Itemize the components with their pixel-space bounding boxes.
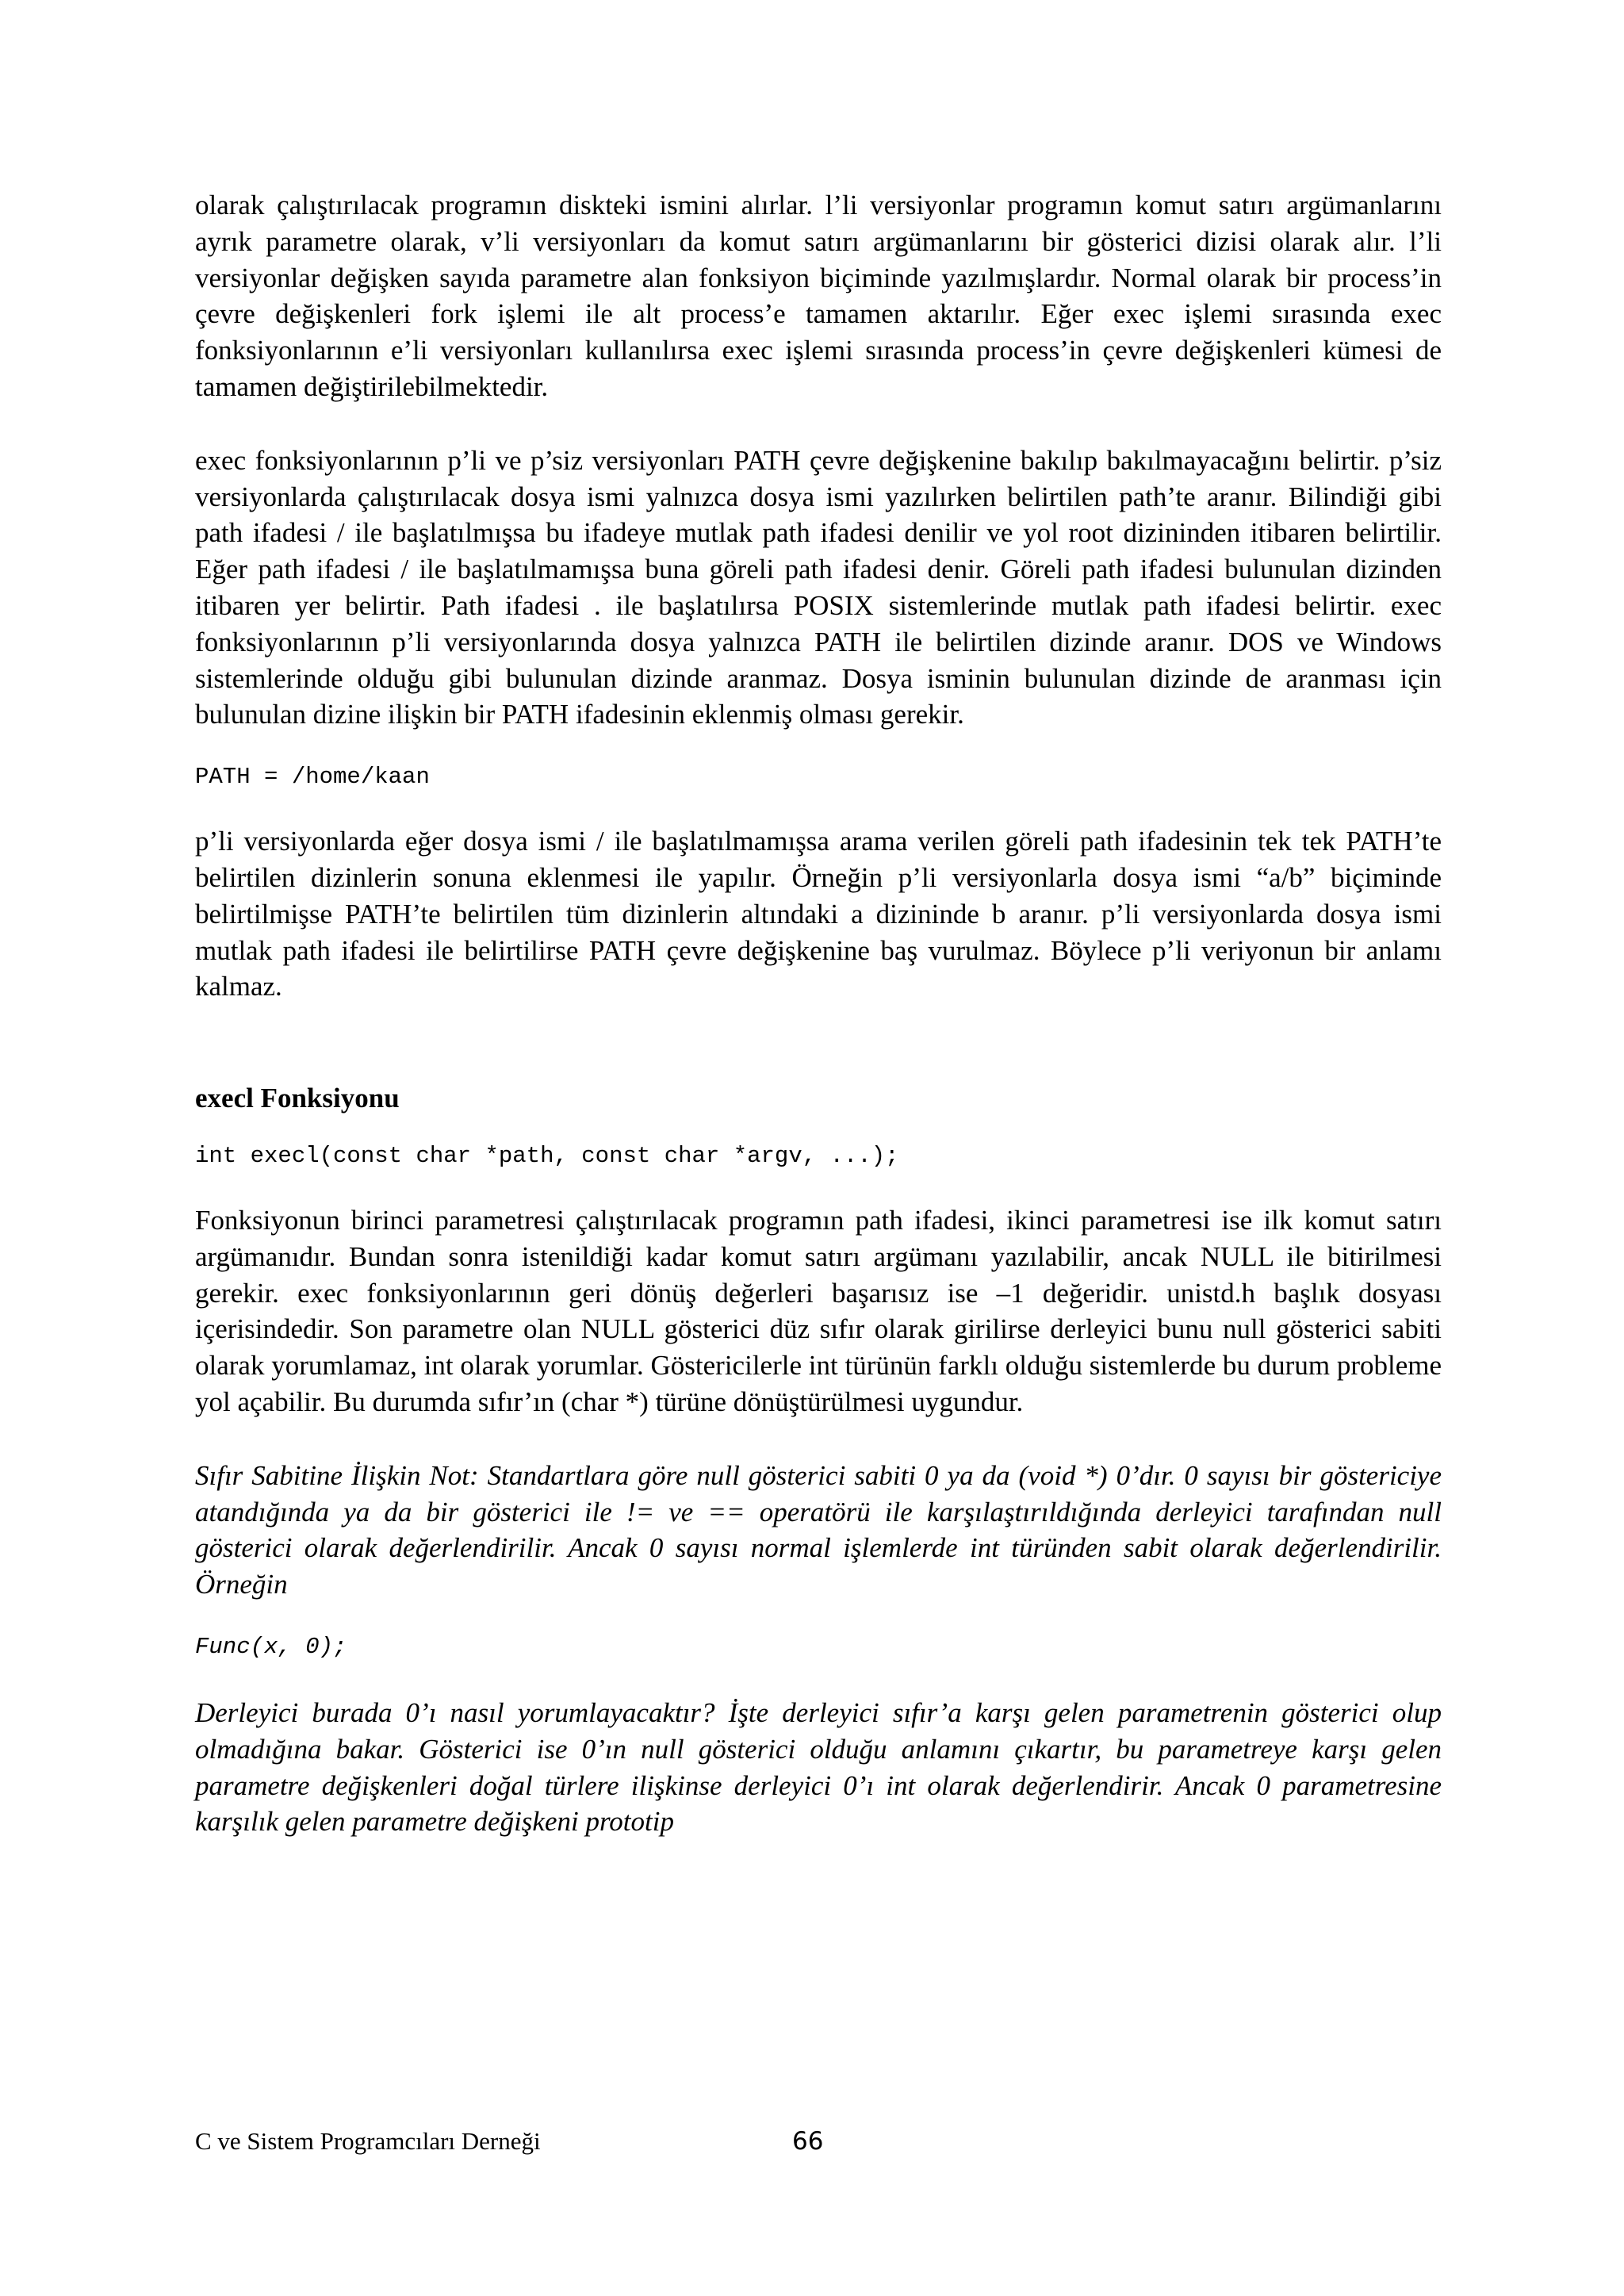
paragraph-execl-description: Fonksiyonun birinci parametresi çalıştırılacak programın path ifadesi, ikinci parametresi ise ilk komut satırı argümanıdır. Bundan sonra istenildiği kadar komut satırı argümanı yazılabilir, ancak NULL ile bitirilmesi gerekir. exec fonksiyonlarının geri dönüş değerleri başarısız ise –1 değeridir. unistd.h başlık dosyası içerisindedir. Son parametre olan NULL gösterici düz sıfır olarak girilirse derleyici bunu null gösterici sabiti olarak yorumlamaz, int olarak yorumlar. Göstericilerle int türünün farklı olduğu sistemlerde bu durum probleme yol açabilir. Bu durumda sıfır’ın (char *) türüne dönüştürülmesi uygundur. bbox=[195, 1204, 1442, 1417]
section-heading: execl Fonksiyonu bbox=[195, 1083, 400, 1114]
paragraph-relative-path: p’li versiyonlarda eğer dosya ismi / ile başlatılmamışsa arama verilen göreli path ifadesinin tek tek PATH’te belirtilen dizinlerin sonuna eklenmesi ile yapılır. Örneğin p’li versiyonlarla dosya ismi “a/b” biçiminde belirtilmişse PATH’te belirtilen tüm dizinlerin altındaki a dizininde b aranır. p’li versiyonlarda dosya ismi mutlak path ifadesi ile belirtilirse PATH çevre değişkenine baş vurulmaz. Böylece p’li veriyonun bir anlamı kalmaz. bbox=[195, 826, 1442, 1002]
page-body bbox=[195, 187, 1442, 1840]
paragraph-exec-args: olarak çalıştırılacak programın diskteki ismini alırlar. l’li versiyonlar programın komut satırı argümanlarını ayrık parametre olarak, v’li versiyonları da komut satırı argümanlarını bir gösterici dizisi olarak alır. l’li versiyonlar değişken sayıda parametre alan fonksiyon biçiminde yazılmışlardır. Normal olarak bir process’in çevre değişkenleri fork işlemi ile alt process’e tamamen aktarılır. Eğer exec işlemi sırasında exec fonksiyonlarının e’li versiyonları kullanılırsa exec işlemi sırasında process’in çevre değişkenleri kümesi de tamamen değiştirilebilmektedir. bbox=[195, 190, 1442, 402]
paragraph-zero-constant-note: Sıfır Sabitine İlişkin Not: Standartlara göre null gösterici sabiti 0 ya da (void *) 0’dır. 0 sayısı bir göstericiye atandığında ya da bir gösterici ile != ve == operatörü ile karşılaştırıldığında derleyici tarafından null gösterici olarak değerlendirilir. Ancak 0 sayısı normal işlemlerde int türünden sabit olarak değerlendirilir. Örneğin bbox=[195, 1459, 1442, 1600]
footer-organization: C ve Sistem Programcıları Derneği bbox=[195, 2127, 541, 2155]
page-footer bbox=[195, 2125, 1442, 2165]
page-number: 66 bbox=[792, 2127, 824, 2156]
code-func-call: Func(x, 0); bbox=[195, 1633, 347, 1660]
paragraph-compiler-interpretation: Derleyici burada 0’ı nasıl yorumlayacaktır? İşte derleyici sıfır’a karşı gelen parametrenin gösterici olup olmadığına bakar. Gösterici ise 0’ın null gösterici olduğu anlamını çıkartır, bu parametreye karşı gelen parametre değişkenleri doğal türlere ilişkinse derleyici 0’ı int olarak değerlendirir. Ancak 0 parametresine karşılık gelen parametre değişkeni prototip bbox=[195, 1696, 1442, 1838]
paragraph-path-versions: exec fonksiyonlarının p’li ve p’siz versiyonları PATH çevre değişkenine bakılıp bakılmayacağını belirtir. p’siz versiyonlarda çalıştırılacak dosya ismi yalnızca dosya ismi yazılırken belirtilen path’te aranır. Bilindiği gibi path ifadesi / ile başlatılmışsa bu ifadeye mutlak path ifadesi denilir ve yol root dizininden itibaren belirtilir. Eğer path ifadesi / ile başlatılmamışsa buna göreli path ifadesi denir. Göreli path ifadesi bulunulan dizinden itibaren yer belirtir. Path ifadesi . ile başlatılırsa POSIX sistemlerinde mutlak path ifadesi belirtir. exec fonksiyonlarının p’li versiyonlarında dosya yalnızca PATH ile belirtilen dizinde aranır. DOS ve Windows sistemlerinde olduğu gibi bulunulan dizinde aranmaz. Dosya isminin bulunulan dizinde de aranması için bulunulan dizine ilişkin bir PATH ifadesinin eklenmiş olması gerekir. bbox=[195, 444, 1442, 730]
code-path-example: PATH = /home/kaan bbox=[195, 764, 430, 791]
code-execl-prototype: int execl(const char *path, const char *argv, ...); bbox=[195, 1142, 899, 1169]
